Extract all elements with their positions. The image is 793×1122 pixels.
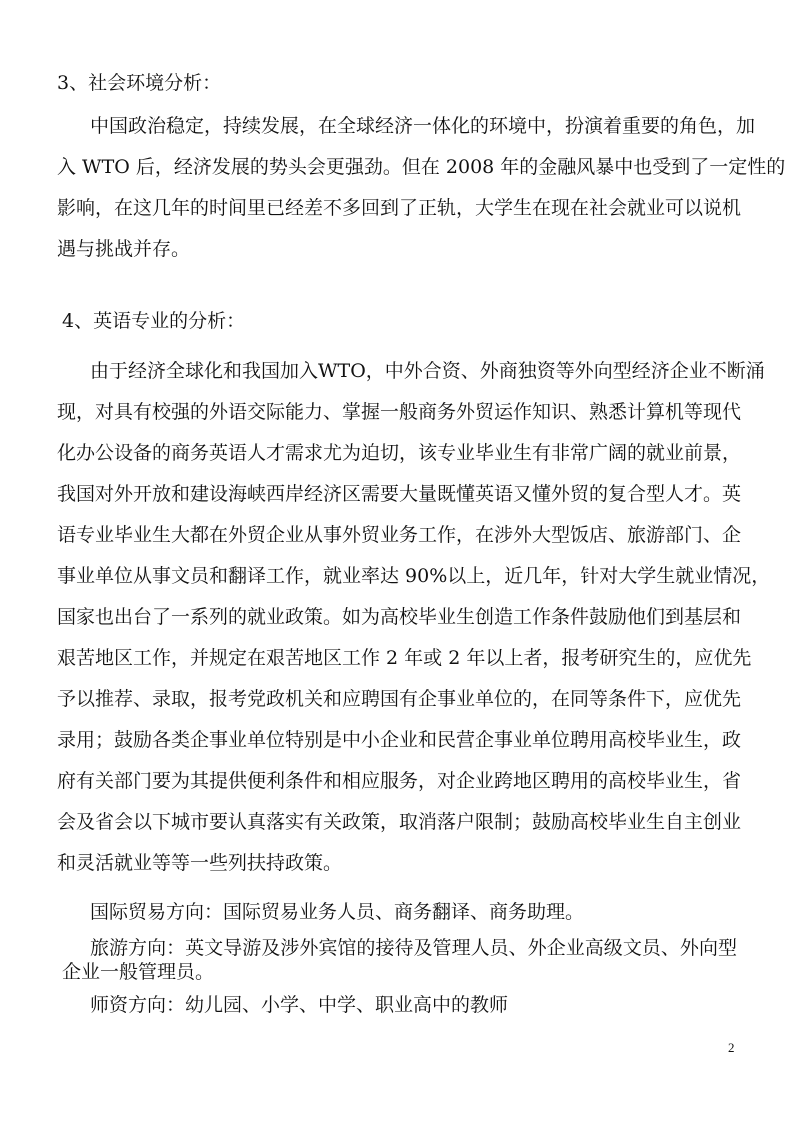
direction-teaching: 师资方向：幼儿园、小学、中学、职业高中的教师 [90,994,509,1016]
paragraph-line: 我国对外开放和建设海峡西岸经济区需要大量既懂英语又懂外贸的复合型人才。英 [57,483,742,505]
section-4-heading: 4、英语专业的分析： [62,310,246,332]
paragraph-line: 国家也出台了一系列的就业政策。如为高校毕业生创造工作条件鼓励他们到基层和 [57,606,742,628]
paragraph-line: 事业单位从事文员和翻译工作，就业率达 90%以上，近几年，针对大学生就业情况， [57,565,771,587]
paragraph-line: 入 WTO 后，经济发展的势头会更强劲。但在 2008 年的金融风暴中也受到了一定性的 [57,156,786,178]
paragraph-line: 艰苦地区工作，并规定在艰苦地区工作 2 年或 2 年以上者，报考研究生的，应优先 [57,647,752,669]
section-4-paragraph [57,351,771,884]
paragraph-line: 化办公设备的商务英语人才需求尤为迫切，该专业毕业生有非常广阔的就业前景， [57,442,742,464]
paragraph-line: 予以推荐、录取，报考党政机关和应聘国有企事业单位的，在同等条件下，应优先 [57,688,742,710]
paragraph-line: 府有关部门要为其提供便利条件和相应服务，对企业跨地区聘用的高校毕业生，省 [57,770,742,792]
paragraph-line: 和灵活就业等等一些列扶持政策。 [57,852,343,874]
section-3-heading: 3、社会环境分析： [57,72,222,94]
paragraph-line: 语专业毕业生大都在外贸企业从事外贸业务工作，在涉外大型饭店、旅游部门、企 [57,524,742,546]
direction-tourism: 旅游方向：英文导游及涉外宾馆的接待及管理人员、外企业高级文员、外向型 [90,937,737,959]
paragraph-line: 现，对具有校强的外语交际能力、掌握一般商务外贸运作知识、熟悉计算机等现代 [57,401,742,423]
paragraph-line: 会及省会以下城市要认真落实有关政策，取消落户限制；鼓励高校毕业生自主创业 [57,811,742,833]
paragraph-line: 影响，在这几年的时间里已经差不多回到了正轨，大学生在现在社会就业可以说机 [57,197,742,219]
paragraph-line: 遇与挑战并存。 [57,238,191,260]
direction-tourism-continued: 企业一般管理员。 [62,961,215,983]
paragraph-line: 中国政治稳定，持续发展，在全球经济一体化的环境中，扮演着重要的角色，加 [90,115,756,137]
page-number: 2 [728,1040,735,1055]
paragraph-line: 录用；鼓励各类企事业单位特别是中小企业和民营企事业单位聘用高校毕业生，政 [57,729,742,751]
paragraph-line: 由于经济全球化和我国加入WTO，中外合资、外商独资等外向型经济企业不断涌 [90,360,765,382]
direction-trade: 国际贸易方向：国际贸易业务人员、商务翻译、商务助理。 [90,901,585,923]
section-3-paragraph [57,106,786,270]
